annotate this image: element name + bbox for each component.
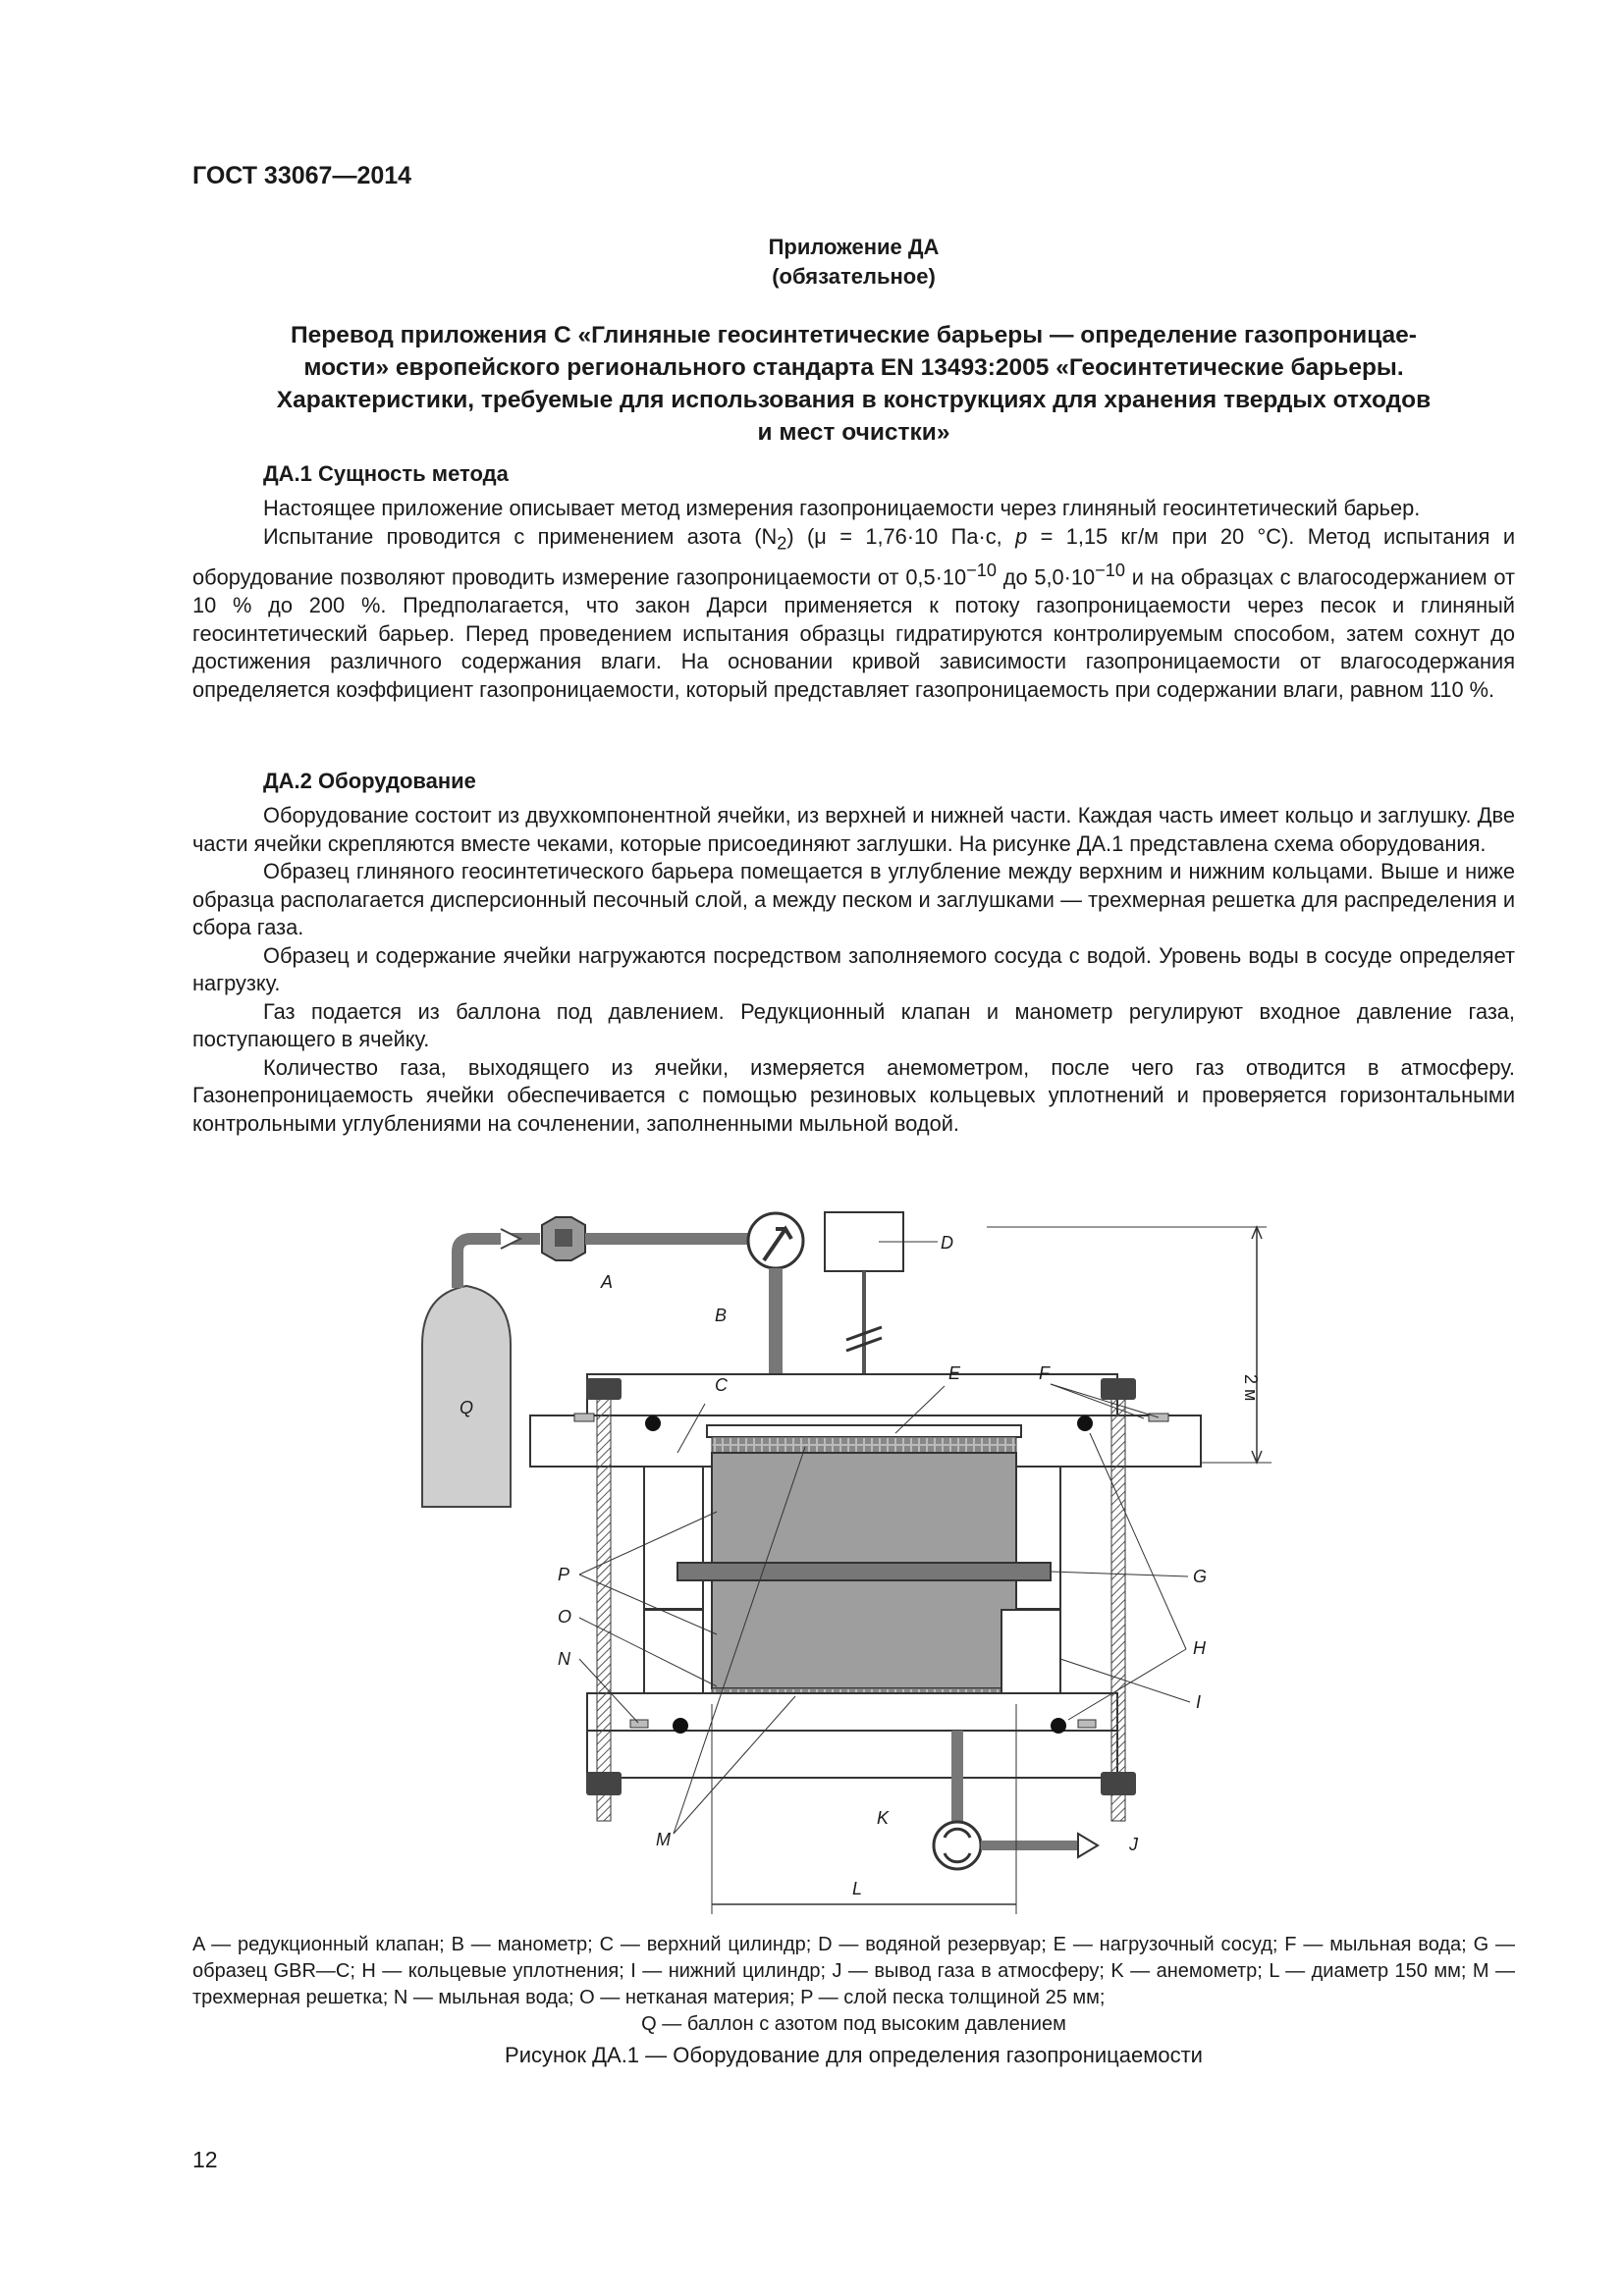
figure-caption: Рисунок ДА.1 — Оборудование для определения газопроницаемости bbox=[505, 2043, 1203, 2067]
legend-text: Q — баллон с азотом под высоким давлением bbox=[641, 2013, 1066, 2035]
equipment-diagram bbox=[412, 1205, 1325, 1898]
nitrogen-cylinder bbox=[422, 1286, 511, 1507]
appendix-heading bbox=[192, 233, 1515, 292]
superscript: −10 bbox=[1095, 561, 1125, 581]
section-1-heading: ДА.1 Сущность метода bbox=[263, 461, 509, 486]
title-line: мости» европейского регионального стандарта EN 13493:2005 «Геосинтетические барьеры. bbox=[303, 354, 1404, 381]
label-g: G bbox=[1193, 1567, 1208, 1586]
paragraph: Образец глиняного геосинтетического барьера помещается в углубление между верхним и нижним кольцами. Выше и ниже образца располагается дисперсионный песочный слой, а между песком и заглушками — трехмерная решетка для распределения и сбора газа. bbox=[192, 859, 1515, 939]
text-run: = 1,15 кг/м при 20 °С). Метод испытания и оборудование позволяют проводить измерение газопроницаемости от 0,5·10 bbox=[192, 523, 1515, 590]
symbol-p: p bbox=[1015, 523, 1028, 549]
paragraph: Количество газа, выходящего из ячейки, измеряется анемометром, после чего газ отводится в атмосферу. Газонепроницаемость ячейки обеспечивается с помощью резиновых кольцевых уплотнений и проверяется горизонтальными контрольными углублениями на сочленении, заполненными мыльной водой. bbox=[192, 1054, 1515, 1136]
dimension-label: 2 м bbox=[1241, 1374, 1261, 1402]
label-e: E bbox=[948, 1363, 961, 1383]
paragraph: Оборудование состоит из двухкомпонентной ячейки, из верхней и нижней части. Каждая часть имеет кольцо и заглушку. Две части ячейки скрепляются вместе чеками, которые присоединяют заглушки. На рисунке ДА.1 представлена схема оборудования. bbox=[192, 803, 1515, 856]
appendix-title bbox=[192, 319, 1515, 449]
page-number: 12 bbox=[192, 2147, 218, 2172]
label-a: A bbox=[601, 1272, 614, 1292]
label-k: K bbox=[877, 1808, 890, 1828]
gas-pipe bbox=[458, 1239, 540, 1288]
soap-groove bbox=[630, 1720, 648, 1728]
paragraph bbox=[192, 523, 1515, 705]
title-line: Характеристики, требуемые для использования в конструкциях для хранения твердых отходов bbox=[276, 387, 1432, 413]
legend-text: A — редукционный клапан; B — манометр; C — верхний цилиндр; D — водяной резервуар; E — нагрузочный сосуд; F — мыльная вода; G — образец GBR—C; H — кольцевые уплотнения; I — нижний цилиндр; J — вывод газа в атмосферу; K — анемометр; L — диаметр 150 мм; M — трехмерная решетка; N — мыльная вода; O — нетканая материя; P — слой песка толщиной 25 мм; bbox=[192, 1934, 1515, 2008]
figure-legend bbox=[192, 1932, 1515, 2038]
title-line: и мест очистки» bbox=[757, 419, 950, 446]
standard-header: ГОСТ 33067—2014 bbox=[192, 162, 412, 189]
appendix-name: Приложение ДА bbox=[768, 235, 940, 259]
text-run: Испытание проводится с применением азота (N bbox=[263, 523, 778, 549]
superscript: −10 bbox=[966, 561, 997, 581]
label-d: D bbox=[941, 1233, 953, 1253]
paragraph: Газ подается из баллона под давлением. Редукционный клапан и манометр регулируют входное давление газа, поступающего в ячейку. bbox=[192, 998, 1515, 1051]
label-p: P bbox=[558, 1565, 570, 1584]
section-2-body bbox=[192, 802, 1515, 1138]
section-1-body bbox=[192, 495, 1515, 704]
soap-groove bbox=[1078, 1720, 1096, 1728]
label-b: B bbox=[715, 1306, 728, 1325]
section-2-heading: ДА.2 Оборудование bbox=[263, 769, 476, 793]
text-run: и на образцах с влагосодержанием от 10 % до 200 %. Предполагается, что закон Дарси применяется к потоку газопроницаемости через песок и глиняный геосинтетический барьер. Перед проведением испытания образцы гидратируются контролируемым способом, затем сохнут до достижения различного содержания влаги. На основании кривой зависимости газопроницаемости от влагосодержания определяется коэффициент газопроницаемости, который представляет газопроницаемость при содержании влаги, равном 110 %. bbox=[192, 564, 1515, 702]
label-f: F bbox=[1039, 1363, 1050, 1383]
label-j: J bbox=[1129, 1835, 1138, 1854]
sample-cell bbox=[677, 1437, 1051, 1704]
paragraph: Настоящее приложение описывает метод измерения газопроницаемости через глиняный геосинтетический барьер. bbox=[263, 496, 1421, 520]
manometer bbox=[715, 1213, 803, 1325]
label-n: N bbox=[558, 1649, 570, 1669]
flow-arrow bbox=[501, 1229, 520, 1249]
label-q: Q bbox=[460, 1398, 474, 1417]
label-h: H bbox=[1193, 1638, 1206, 1658]
paragraph: Образец и содержание ячейки нагружаются посредством заполняемого сосуда с водой. Уровень воды в сосуде определяет нагрузку. bbox=[192, 942, 1515, 995]
label-c: C bbox=[715, 1375, 728, 1395]
label-i: I bbox=[1196, 1692, 1202, 1712]
title-line: Перевод приложения С «Глиняные геосинтетические барьеры — определение газопроницае- bbox=[291, 322, 1417, 348]
soap-groove bbox=[574, 1414, 594, 1421]
appendix-type: (обязательное) bbox=[772, 264, 936, 289]
subscript: 2 bbox=[777, 532, 787, 553]
reduction-valve bbox=[542, 1217, 613, 1292]
label-l: L bbox=[852, 1879, 863, 1898]
text-run: до 5,0·10 bbox=[996, 564, 1096, 590]
label-o: O bbox=[558, 1607, 572, 1627]
label-m: M bbox=[656, 1830, 671, 1849]
text-run: ) (μ = 1,76·10 Па·с, bbox=[786, 523, 1016, 549]
